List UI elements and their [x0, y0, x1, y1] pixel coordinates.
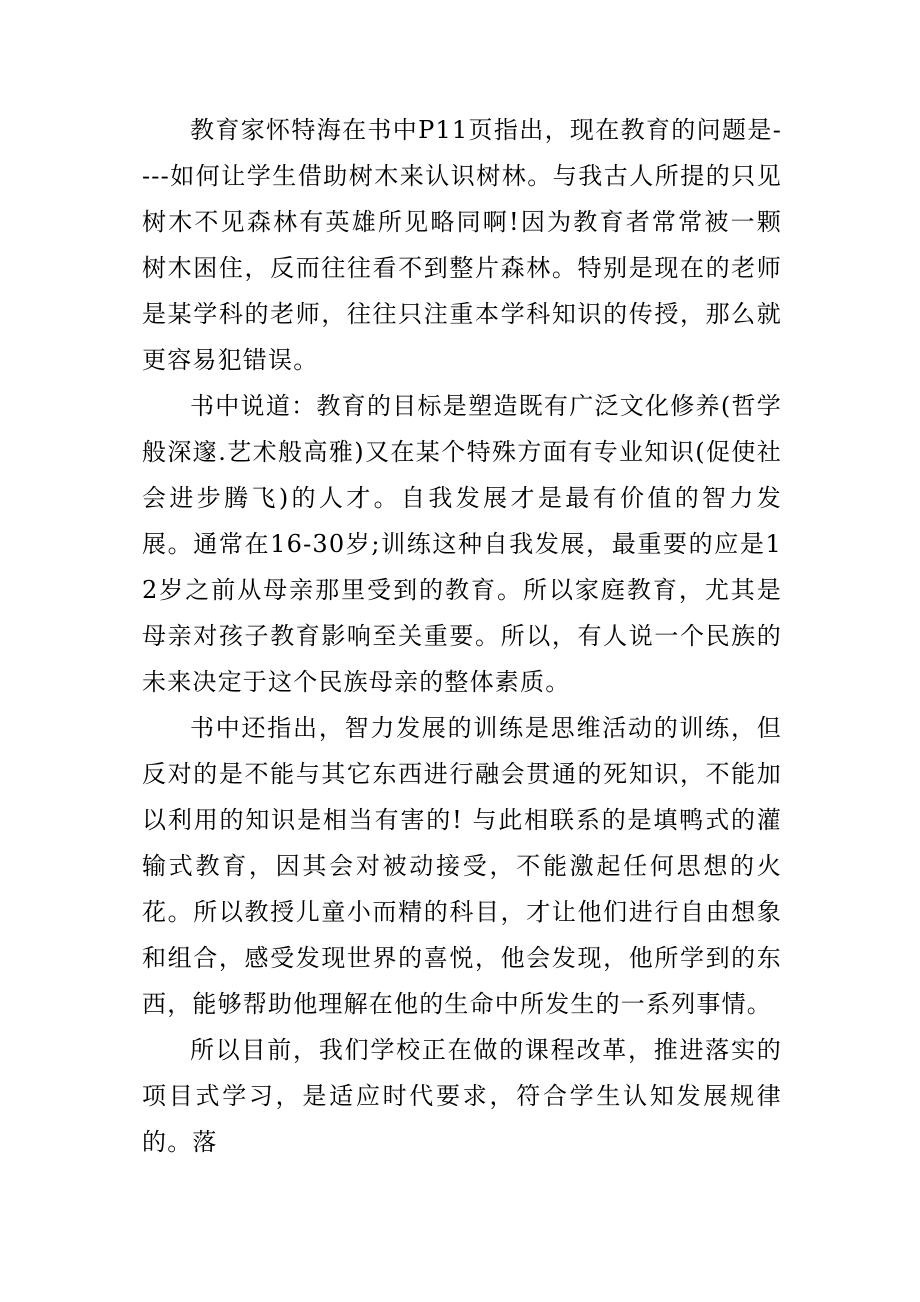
document-page	[142, 107, 782, 1165]
paragraph-2: 书中说道：教育的目标是塑造既有广泛文化修养(哲学般深邃.艺术般高雅)又在某个特殊方面有专业知识(促使社会进步腾飞)的人才。自我发展才是最有价值的智力发展。通常在16-30岁;训练这种自我发展，最重要的应是12岁之前从母亲那里受到的教育。所以家庭教育，尤其是母亲对孩子教育影响至关重要。所以，有人说一个民族的未来决定于这个民族母亲的整体素质。	[142, 392, 782, 696]
paragraph-4: 所以目前，我们学校正在做的课程改革，推进落实的项目式学习，是适应时代要求，符合学生认知发展规律的。落	[142, 1036, 782, 1156]
paragraph-1: 教育家怀特海在书中P11页指出，现在教育的问题是----如何让学生借助树木来认识树林。与我古人所提的只见树木不见森林有英雄所见略同啊!因为教育者常常被一颗树木困住，反而往往看不到整片森林。特别是现在的老师是某学科的老师，往往只注重本学科知识的传授，那么就更容易犯错误。	[142, 116, 782, 374]
paragraph-3: 书中还指出，智力发展的训练是思维活动的训练，但反对的是不能与其它东西进行融会贯通的死知识，不能加以利用的知识是相当有害的! 与此相联系的是填鸭式的灌输式教育，因其会对被动接受，不能激起任何思想的火花。所以教授儿童小而精的科目，才让他们进行自由想象和组合，感受发现世界的喜悦，他会发现，他所学到的东西，能够帮助他理解在他的生命中所发生的一系列事情。	[142, 714, 782, 1018]
